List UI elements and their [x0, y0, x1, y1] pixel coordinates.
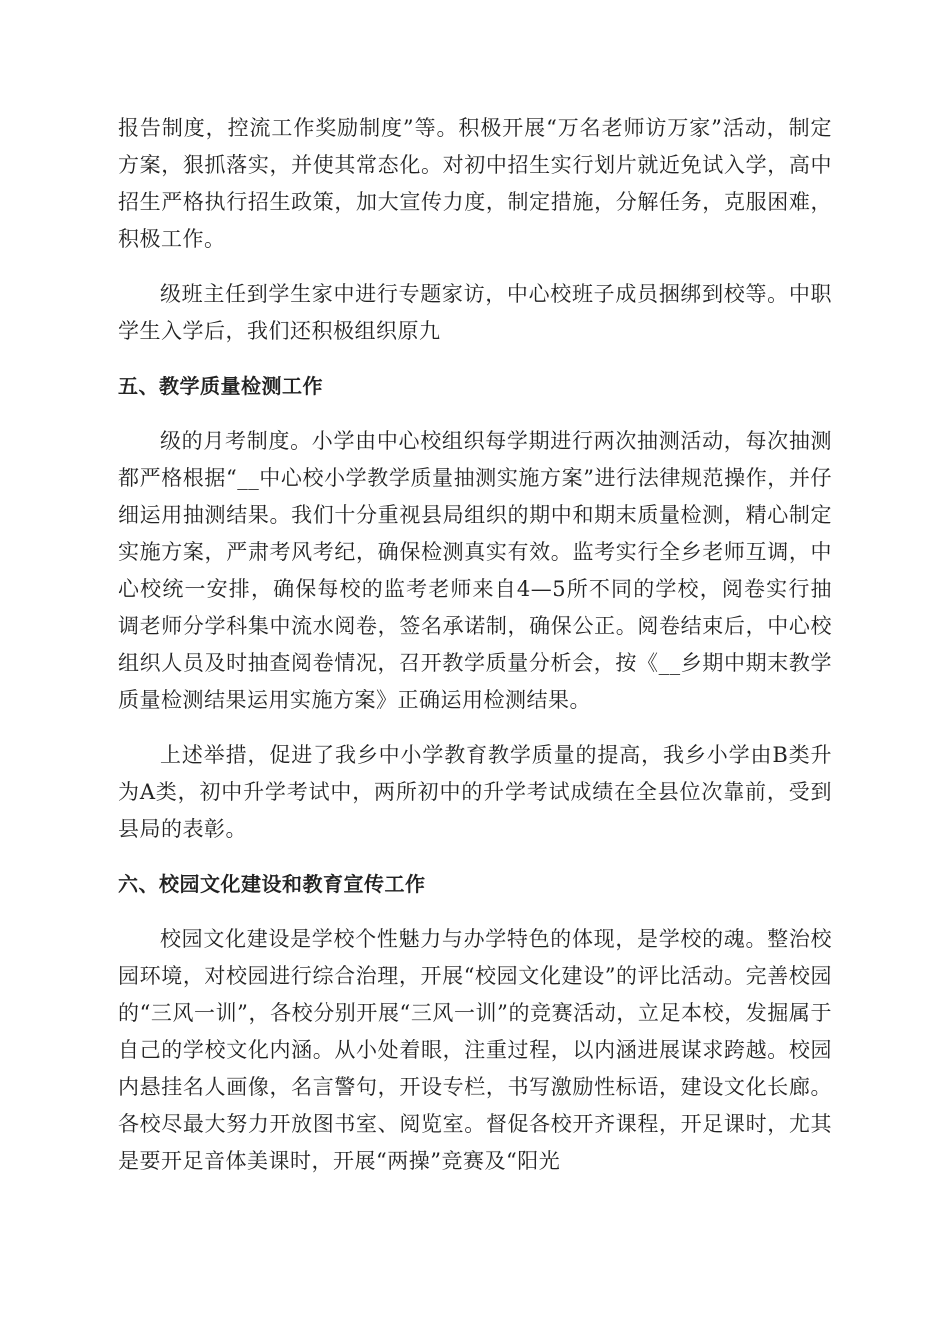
paragraph-4: 上述举措，促进了我乡中小学教育教学质量的提高，我乡小学由B类升为A类，初中升学考试中，两所初中的升学考试成绩在全县位次靠前，受到县局的表彰。 [118, 743, 832, 841]
paragraph-1: 报告制度，控流工作奖励制度”等。积极开展“万名老师访万家”活动，制定方案，狠抓落实，并使其常态化。对初中招生实行划片就近免试入学，高中招生严格执行招生政策，加大宣传力度，制定措施，分解任务，克服困难，积极工作。 [118, 116, 832, 251]
paragraph-5: 校园文化建设是学校个性魅力与办学特色的体现，是学校的魂。整治校园环境，对校园进行综合治理，开展“校园文化建设”的评比活动。完善校园的“三风一训”，各校分别开展“三风一训”的竞赛活动，立足本校，发掘属于自己的学校文化内涵。从小处着眼，注重过程，以内涵进展谋求跨越。校园内悬挂名人画像，名言警句，开设专栏，书写激励性标语，建设文化长廊。各校尽最大努力开放图书室、阅览室。督促各校开齐课程，开足课时，尤其是要开足音体美课时，开展“两操”竞赛及“阳光 [118, 927, 832, 1173]
paragraph-2: 级班主任到学生家中进行专题家访，中心校班子成员捆绑到校等。中职学生入学后，我们还积极组织原九 [118, 282, 832, 343]
section-heading-6: 六、校园文化建设和教育宣传工作 [118, 872, 426, 896]
paragraph-3: 级的月考制度。小学由中心校组织每学期进行两次抽测活动，每次抽测都严格根据“__中心校小学教学质量抽测实施方案”进行法律规范操作，并仔细运用抽测结果。我们十分重视县局组织的期中和期末质量检测，精心制定实施方案，严肃考风考纪，确保检测真实有效。监考实行全乡老师互调，中心校统一安排，确保每校的监考老师来自4—5所不同的学校，阅卷实行抽调老师分学科集中流水阅卷，签名承诺制，确保公正。阅卷结束后，中心校组织人员及时抽查阅卷情况，召开教学质量分析会，按《__乡期中期末教学质量检测结果运用实施方案》正确运用检测结果。 [118, 429, 832, 712]
section-heading-5: 五、教学质量检测工作 [118, 374, 323, 398]
document-page [118, 110, 832, 1198]
